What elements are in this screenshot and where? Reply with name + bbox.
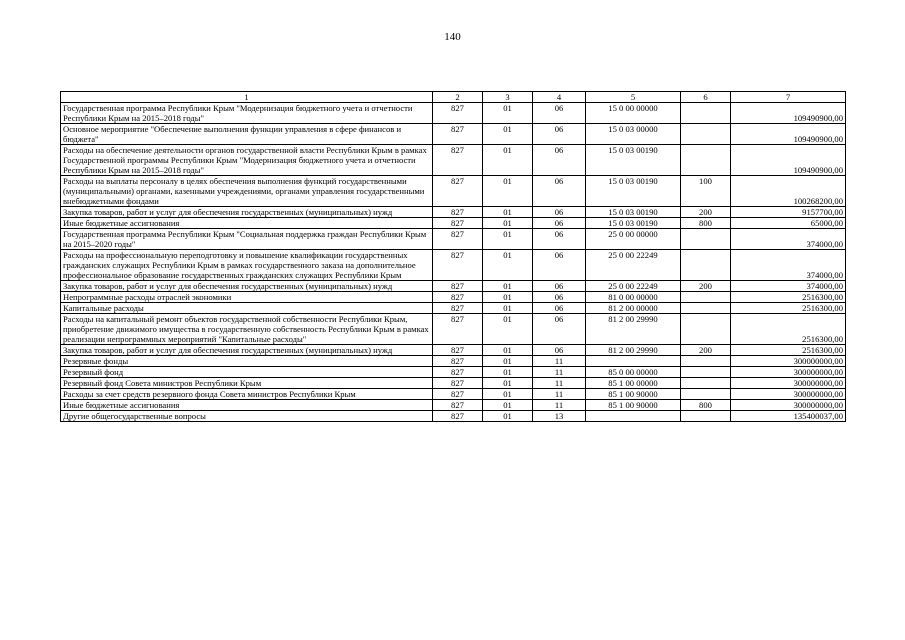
row-gr-cell: 827: [433, 411, 483, 422]
row-rz-cell: 01: [483, 207, 533, 218]
row-csr-cell: 81 2 00 29990: [586, 345, 681, 356]
row-name-cell: Основное мероприятие "Обеспечение выполнения функции управления в сфере финансов и бюджета": [61, 124, 433, 145]
table-row: [61, 303, 846, 314]
row-vr-cell: [681, 229, 731, 250]
row-rz-cell: 01: [483, 345, 533, 356]
row-vr-cell: 200: [681, 345, 731, 356]
row-gr-cell: 827: [433, 314, 483, 345]
row-csr-cell: 25 0 00 22249: [586, 250, 681, 281]
row-sum-cell: 374000,00: [731, 250, 846, 281]
row-vr-cell: [681, 250, 731, 281]
row-csr-cell: [586, 356, 681, 367]
row-vr-cell: [681, 378, 731, 389]
row-name-cell: Расходы на капитальный ремонт объектов государственной собственности Республики Крым, приобретение движимого имущества в государственную собственность Республики Крым в рамках реализации непрограммных мероприятий "Капитальные расходы": [61, 314, 433, 345]
row-vr-cell: 100: [681, 176, 731, 207]
row-csr-cell: 85 1 00 00000: [586, 378, 681, 389]
row-vr-cell: 200: [681, 281, 731, 292]
row-gr-cell: 827: [433, 400, 483, 411]
row-rz-cell: 01: [483, 103, 533, 124]
row-csr-cell: 85 1 00 90000: [586, 400, 681, 411]
table-row: [61, 400, 846, 411]
row-rz-cell: 01: [483, 378, 533, 389]
row-gr-cell: 827: [433, 345, 483, 356]
row-rz-cell: 01: [483, 229, 533, 250]
row-gr-cell: 827: [433, 176, 483, 207]
row-rz-cell: 01: [483, 367, 533, 378]
row-name-cell: Расходы на выплаты персоналу в целях обеспечения выполнения функций государственными (муниципальными) органами, казенными учреждениями, органами управления государственными внебюджетными фондами: [61, 176, 433, 207]
table-row: [61, 124, 846, 145]
row-pr-cell: 06: [533, 145, 586, 176]
row-name-cell: Закупка товаров, работ и услуг для обеспечения государственных (муниципальных) нужд: [61, 281, 433, 292]
table-row: [61, 389, 846, 400]
row-rz-cell: 01: [483, 250, 533, 281]
row-pr-cell: 11: [533, 356, 586, 367]
budget-table: [60, 91, 846, 422]
column-header: 2: [433, 92, 483, 103]
row-csr-cell: 15 0 03 00000: [586, 124, 681, 145]
row-sum-cell: 2516300,00: [731, 303, 846, 314]
row-rz-cell: 01: [483, 176, 533, 207]
row-csr-cell: 25 0 00 00000: [586, 229, 681, 250]
table-row: [61, 356, 846, 367]
row-gr-cell: 827: [433, 303, 483, 314]
row-sum-cell: 374000,00: [731, 281, 846, 292]
column-header: 7: [731, 92, 846, 103]
row-pr-cell: 06: [533, 229, 586, 250]
row-csr-cell: 25 0 00 22249: [586, 281, 681, 292]
row-name-cell: Капитальные расходы: [61, 303, 433, 314]
row-csr-cell: 81 0 00 00000: [586, 292, 681, 303]
row-name-cell: Непрограммные расходы отраслей экономики: [61, 292, 433, 303]
row-gr-cell: 827: [433, 250, 483, 281]
row-pr-cell: 06: [533, 281, 586, 292]
table-row: [61, 367, 846, 378]
table-row: [61, 103, 846, 124]
row-sum-cell: 300000000,00: [731, 389, 846, 400]
row-pr-cell: 06: [533, 345, 586, 356]
column-header: 5: [586, 92, 681, 103]
row-pr-cell: 06: [533, 218, 586, 229]
row-rz-cell: 01: [483, 389, 533, 400]
row-pr-cell: 06: [533, 303, 586, 314]
table-row: [61, 292, 846, 303]
page-number: 140: [444, 31, 461, 43]
row-pr-cell: 06: [533, 250, 586, 281]
row-name-cell: Резервный фонд: [61, 367, 433, 378]
row-vr-cell: [681, 367, 731, 378]
row-gr-cell: 827: [433, 356, 483, 367]
row-name-cell: Государственная программа Республики Крым "Социальная поддержка граждан Республики Крым на 2015–2020 годы": [61, 229, 433, 250]
table-row: [61, 229, 846, 250]
row-pr-cell: 06: [533, 124, 586, 145]
row-sum-cell: 109490900,00: [731, 145, 846, 176]
row-gr-cell: 827: [433, 378, 483, 389]
row-csr-cell: 15 0 03 00190: [586, 207, 681, 218]
table-body: [61, 103, 846, 422]
row-rz-cell: 01: [483, 218, 533, 229]
row-pr-cell: 06: [533, 314, 586, 345]
row-vr-cell: [681, 124, 731, 145]
row-gr-cell: 827: [433, 145, 483, 176]
row-sum-cell: 135400037,00: [731, 411, 846, 422]
row-vr-cell: 800: [681, 218, 731, 229]
row-gr-cell: 827: [433, 389, 483, 400]
row-csr-cell: 15 0 03 00190: [586, 218, 681, 229]
row-csr-cell: 15 0 03 00190: [586, 145, 681, 176]
row-rz-cell: 01: [483, 400, 533, 411]
row-sum-cell: 65000,00: [731, 218, 846, 229]
row-sum-cell: 300000000,00: [731, 400, 846, 411]
row-gr-cell: 827: [433, 367, 483, 378]
row-rz-cell: 01: [483, 303, 533, 314]
row-gr-cell: 827: [433, 207, 483, 218]
table-row: [61, 176, 846, 207]
row-rz-cell: 01: [483, 281, 533, 292]
row-pr-cell: 11: [533, 389, 586, 400]
row-gr-cell: 827: [433, 103, 483, 124]
table-row: [61, 314, 846, 345]
row-pr-cell: 11: [533, 400, 586, 411]
row-csr-cell: 15 0 00 00000: [586, 103, 681, 124]
row-csr-cell: 85 1 00 90000: [586, 389, 681, 400]
row-sum-cell: 109490900,00: [731, 124, 846, 145]
row-vr-cell: [681, 145, 731, 176]
row-rz-cell: 01: [483, 145, 533, 176]
row-pr-cell: 06: [533, 292, 586, 303]
row-csr-cell: 81 2 00 00000: [586, 303, 681, 314]
column-header: 3: [483, 92, 533, 103]
row-gr-cell: 827: [433, 229, 483, 250]
row-gr-cell: 827: [433, 218, 483, 229]
row-sum-cell: 2516300,00: [731, 345, 846, 356]
row-vr-cell: [681, 303, 731, 314]
row-sum-cell: 300000000,00: [731, 367, 846, 378]
row-pr-cell: 11: [533, 378, 586, 389]
row-rz-cell: 01: [483, 314, 533, 345]
row-vr-cell: [681, 314, 731, 345]
row-gr-cell: 827: [433, 292, 483, 303]
table-header-row: [61, 92, 846, 103]
row-vr-cell: [681, 356, 731, 367]
column-header: 4: [533, 92, 586, 103]
row-name-cell: Закупка товаров, работ и услуг для обеспечения государственных (муниципальных) нужд: [61, 207, 433, 218]
row-vr-cell: [681, 389, 731, 400]
row-vr-cell: 200: [681, 207, 731, 218]
table-row: [61, 345, 846, 356]
row-pr-cell: 11: [533, 367, 586, 378]
row-pr-cell: 06: [533, 207, 586, 218]
row-gr-cell: 827: [433, 281, 483, 292]
table-row: [61, 378, 846, 389]
row-rz-cell: 01: [483, 124, 533, 145]
row-sum-cell: 374000,00: [731, 229, 846, 250]
row-name-cell: Закупка товаров, работ и услуг для обеспечения государственных (муниципальных) нужд: [61, 345, 433, 356]
table-row: [61, 250, 846, 281]
row-name-cell: Резервный фонд Совета министров Республики Крым: [61, 378, 433, 389]
row-csr-cell: 15 0 03 00190: [586, 176, 681, 207]
row-rz-cell: 01: [483, 356, 533, 367]
row-sum-cell: 2516300,00: [731, 314, 846, 345]
row-vr-cell: [681, 411, 731, 422]
row-pr-cell: 06: [533, 103, 586, 124]
row-name-cell: Расходы на обеспечение деятельности органов государственной власти Республики Крым в рамках Государственной программы Республики Крым "Модернизация бюджетного учета и отчетности Республики Крым на 2015–2018 годы": [61, 145, 433, 176]
row-gr-cell: 827: [433, 124, 483, 145]
row-pr-cell: 13: [533, 411, 586, 422]
row-name-cell: Иные бюджетные ассигнования: [61, 400, 433, 411]
row-rz-cell: 01: [483, 292, 533, 303]
row-name-cell: Резервные фонды: [61, 356, 433, 367]
row-csr-cell: [586, 411, 681, 422]
table-row: [61, 218, 846, 229]
row-name-cell: Расходы на профессиональную переподготовку и повышение квалификации государственных гражданских служащих Республики Крым в рамках государственного заказа на дополнительное профессиональное образование государственных гражданских служащих Республики Крым: [61, 250, 433, 281]
row-csr-cell: 81 2 00 29990: [586, 314, 681, 345]
row-sum-cell: 109490900,00: [731, 103, 846, 124]
row-sum-cell: 100268200,00: [731, 176, 846, 207]
row-vr-cell: [681, 103, 731, 124]
row-name-cell: Государственная программа Республики Крым "Модернизация бюджетного учета и отчетности Республики Крым на 2015–2018 годы": [61, 103, 433, 124]
row-name-cell: Расходы за счет средств резервного фонда Совета министров Республики Крым: [61, 389, 433, 400]
row-vr-cell: 800: [681, 400, 731, 411]
row-name-cell: Другие общегосударственные вопросы: [61, 411, 433, 422]
table-row: [61, 207, 846, 218]
column-header: 6: [681, 92, 731, 103]
row-name-cell: Иные бюджетные ассигнования: [61, 218, 433, 229]
table-row: [61, 411, 846, 422]
table-row: [61, 145, 846, 176]
row-sum-cell: 300000000,00: [731, 378, 846, 389]
column-header: 1: [61, 92, 433, 103]
row-vr-cell: [681, 292, 731, 303]
row-csr-cell: 85 0 00 00000: [586, 367, 681, 378]
row-sum-cell: 300000000,00: [731, 356, 846, 367]
table-row: [61, 281, 846, 292]
row-sum-cell: 2516300,00: [731, 292, 846, 303]
row-sum-cell: 9157700,00: [731, 207, 846, 218]
row-pr-cell: 06: [533, 176, 586, 207]
row-rz-cell: 01: [483, 411, 533, 422]
